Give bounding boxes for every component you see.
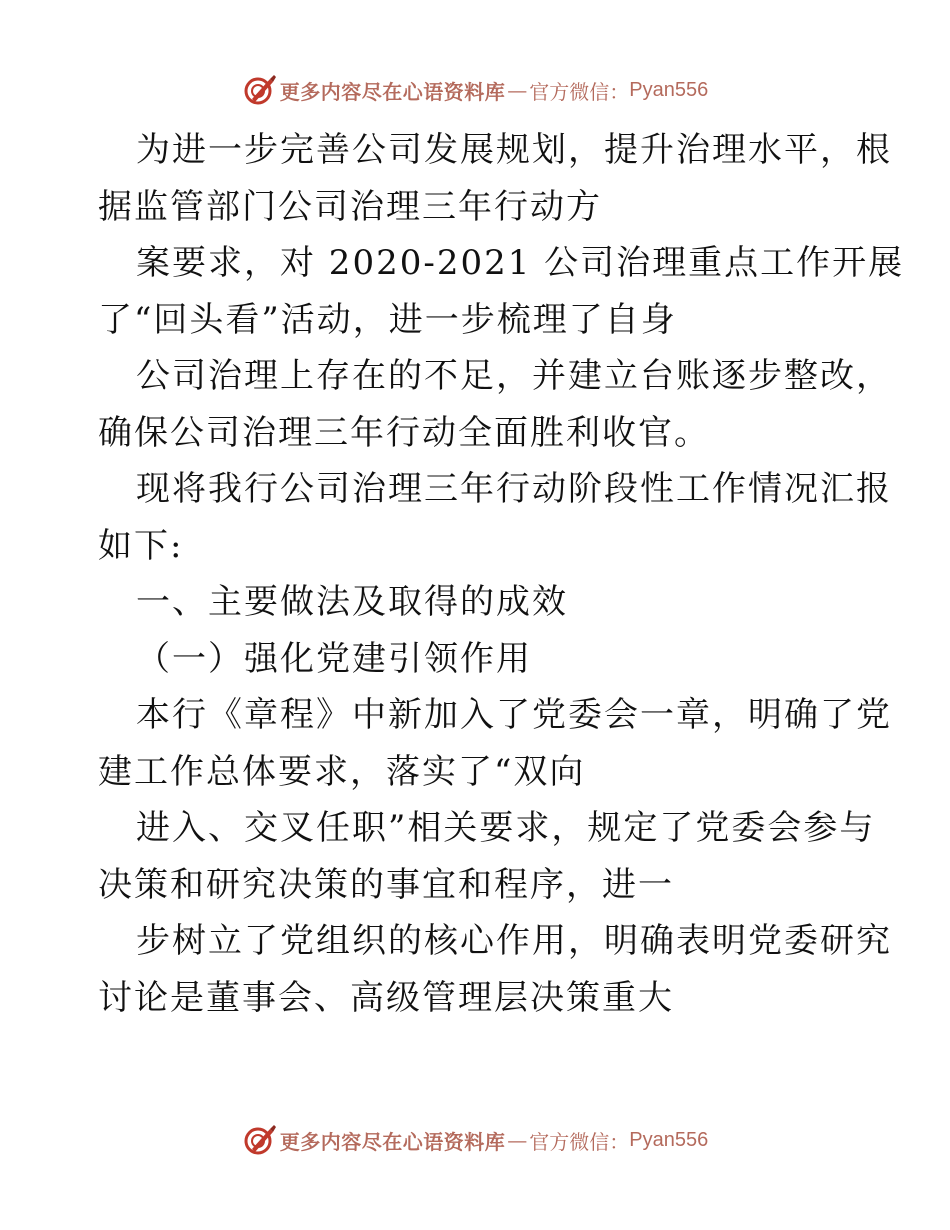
footer-wechat-label: 官方微信： [529, 1129, 630, 1154]
red-pen-circle-icon [242, 73, 276, 107]
footer-banner [0, 1120, 950, 1160]
footer-dash: — [507, 1128, 528, 1152]
header-dash: — [507, 78, 528, 102]
text-line: 如下: [98, 525, 184, 566]
header-wechat-account: Pyan556 [629, 78, 709, 101]
text-line: 决策和研究决策的事宜和程序，进一 [98, 864, 674, 905]
text-line: 进入、交叉任职”相关要求，规定了党委会参与 [136, 808, 876, 848]
text-line: 本行《章程》中新加入了党委会一章，明确了党 [136, 695, 892, 735]
text-line: 了“回头看”活动，进一步梳理了自身 [98, 299, 677, 340]
text-line: 为进一步完善公司发展规划，提升治理水平，根 [136, 130, 892, 170]
header-wechat-label: 官方微信： [529, 79, 630, 104]
text-line: 一、主要做法及取得的成效 [136, 582, 568, 622]
text-line: 确保公司治理三年行动全面胜利收官。 [98, 412, 710, 453]
text-line: 现将我行公司治理三年行动阶段性工作情况汇报 [136, 469, 892, 509]
footer-site-text: 更多内容尽在心语资料库 [279, 1129, 506, 1154]
text-line: 讨论是董事会、高级管理层决策重大 [98, 977, 674, 1018]
header-banner [0, 70, 950, 110]
text-line: （一）强化党建引领作用 [136, 638, 532, 679]
text-line: 据监管部门公司治理三年行动方 [98, 186, 602, 227]
text-line: 案要求，对 2020-2021 公司治理重点工作开展 [136, 243, 905, 283]
text-line: 步树立了党组织的核心作用，明确表明党委研究 [136, 921, 892, 961]
header-site-text: 更多内容尽在心语资料库 [279, 79, 506, 104]
text-line: 公司治理上存在的不足，并建立台账逐步整改， [136, 356, 892, 396]
footer-wechat-account: Pyan556 [629, 1128, 709, 1151]
document-body [98, 122, 905, 1026]
text-line: 建工作总体要求，落实了“双向 [98, 751, 586, 792]
red-pen-circle-icon [242, 1123, 276, 1157]
